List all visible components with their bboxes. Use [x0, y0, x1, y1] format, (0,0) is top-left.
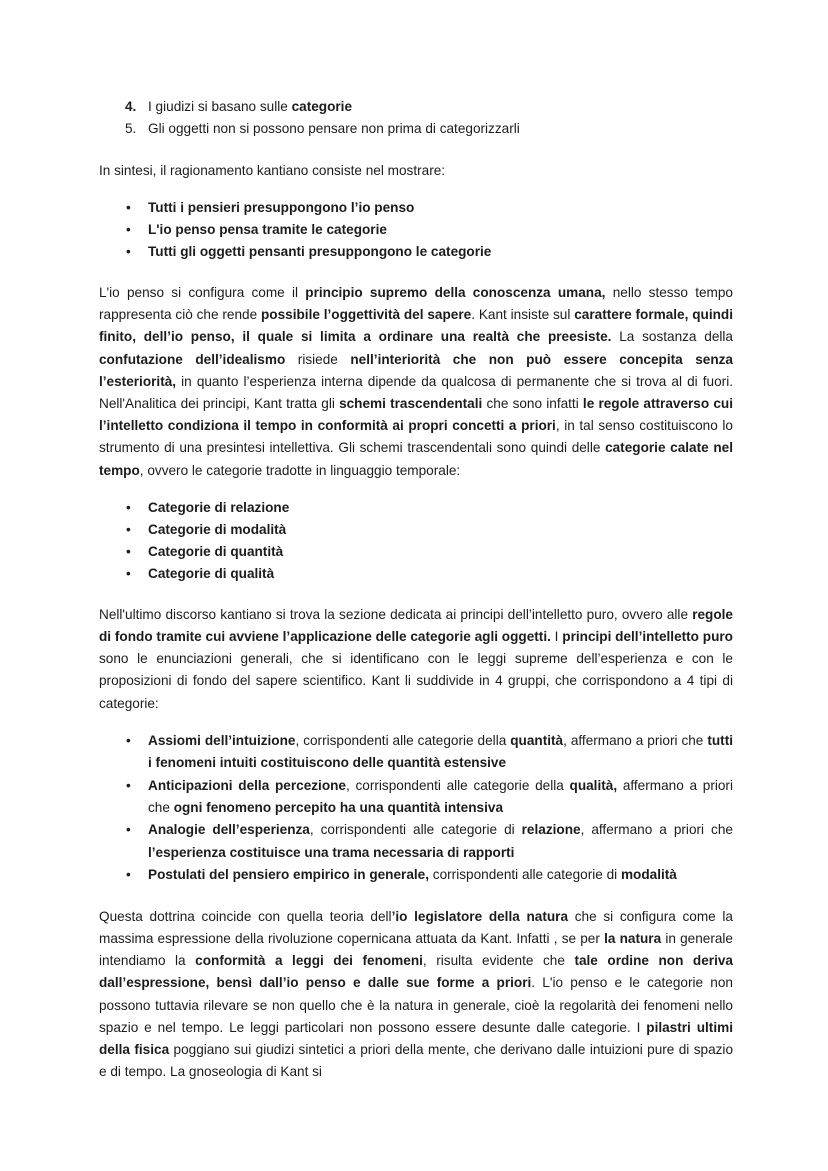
text-run: , risulta evidente che — [422, 953, 575, 969]
bold-run: quantità — [510, 732, 564, 748]
text-run: , corrispondenti alle categorie della — [295, 732, 511, 748]
text-run: . Kant insiste sul — [471, 307, 575, 323]
paragraph-io-penso — [99, 282, 733, 482]
bullet-icon: • — [126, 499, 131, 515]
bold-run: le regole attraverso cui l’intelletto condiziona il tempo in conformità ai propri concetti a priori — [99, 396, 733, 434]
bullet-icon: • — [126, 565, 131, 581]
bold-run: confutazione dell’idealismo — [99, 351, 286, 367]
bold-run: regole di fondo tramite cui avviene l’applicazione delle categorie agli oggetti. — [99, 606, 733, 645]
list-item-text: Tutti i pensieri presuppongono l’io penso — [148, 200, 415, 216]
text-run: che si configura come la massima espressione della rivoluzione copernicana attuata da Kant. Infatti , se per — [99, 908, 733, 946]
bold-run: Assiomi dell’intuizione — [148, 732, 296, 748]
bold-run: relazione — [521, 822, 581, 838]
text-run: che sono infatti — [482, 396, 583, 412]
list-item-text — [148, 864, 733, 886]
bold-run: l’esperienza costituisce una trama necessaria di rapporti — [148, 844, 515, 860]
text-run: , affermano a priori che — [563, 732, 708, 748]
bold-run: la natura — [604, 930, 662, 946]
text-run: , affermano a priori che — [580, 822, 733, 838]
bullet-icon: • — [126, 822, 131, 838]
intro-paragraph: In sintesi, il ragionamento kantiano consiste nel mostrare: — [99, 162, 446, 178]
bullet-icon: • — [126, 521, 131, 537]
bold-run: qualità, — [569, 777, 618, 793]
text-run: Nell'ultimo discorso kantiano si trova la sezione dedicata ai principi dell’intelletto puro, ovvero alle — [99, 606, 693, 622]
bullet-icon: • — [126, 543, 131, 559]
text-run: . L'io penso e le categorie non possono tuttavia rilevare se non quello che è la natura in generale, cioè la regolarità dei fenomeni nello spazio e nel tempo. Le leggi particolari non possono essere desunte dalle categorie. I — [99, 975, 733, 1035]
text-run: , in tal senso costituiscono lo strumento di una presintesi intellettiva. Gli schemi trascendentali sono quindi delle — [99, 418, 733, 456]
bullet-list-sintesi — [99, 197, 733, 263]
numbered-list-giudizi — [99, 96, 733, 141]
bold-run: nell’interiorità che non può essere concepita senza l’esteriorità, — [99, 351, 733, 389]
categorie-bullet-item — [99, 497, 733, 519]
bullet-icon: • — [126, 200, 131, 216]
bullet-icon: • — [126, 222, 131, 238]
bold-run: pilastri ultimi della fisica — [99, 1019, 733, 1057]
text-run: I — [550, 629, 563, 645]
bold-run: categorie calate nel tempo — [99, 440, 733, 478]
paragraph-dottrina — [99, 906, 733, 1084]
list-item-text — [148, 819, 733, 864]
text-run: corrispondenti alle categorie di — [429, 867, 621, 883]
bold-run: categorie — [291, 99, 353, 114]
categorie-bullet-item — [99, 541, 733, 563]
text-run: Gli oggetti non si possono pensare non prima di categorizzarli — [148, 121, 520, 137]
text-run: Questa dottrina coincide con quella teoria dell — [99, 908, 392, 924]
list-item-text — [148, 730, 733, 775]
list-item-text: L'io penso pensa tramite le categorie — [148, 222, 387, 238]
bold-run: tale ordine non deriva dall’espressione, bensì dall’io penso e dalle sue forme a priori — [99, 953, 733, 991]
list-item-text: Categorie di qualità — [148, 565, 275, 581]
bold-run: conformità a leggi dei fenomeni — [195, 953, 423, 969]
principi-bullet-item — [99, 864, 733, 886]
bold-run: Postulati del pensiero empirico in generale, — [148, 867, 430, 883]
list-item-text — [148, 121, 520, 136]
principi-bullet-item — [99, 730, 733, 775]
bullet-icon: • — [126, 732, 131, 748]
text-run: sono le enunciazioni generali, che si identificano con le leggi supreme dell’esperienza e con le proposizioni di fondo del sapere scientifico. Kant li suddivide in 4 gruppi, che corrispondono a 4 tipi di categorie: — [99, 651, 733, 711]
list-marker: 4. — [125, 99, 137, 114]
categorie-bullet-item — [99, 519, 733, 541]
text-run: risiede — [285, 351, 351, 367]
numbered-list-item — [99, 118, 733, 140]
text-run: in generale intendiamo la — [99, 930, 733, 969]
bold-run: possibile l’oggettività del sapere — [260, 307, 472, 323]
text-run: , corrispondenti alle categorie della — [346, 777, 570, 793]
list-item-text: Categorie di quantità — [148, 543, 284, 559]
bold-run: carattere formale, quindi finito, dell’io penso, il quale si limita a ordinare una realtà che preesiste. — [99, 307, 734, 345]
list-item-text: Tutti gli oggetti pensanti presuppongono le categorie — [148, 244, 492, 260]
bold-run: principio supremo della conoscenza umana, — [305, 285, 606, 301]
numbered-list-item — [99, 96, 733, 118]
text-run: , corrispondenti alle categorie di — [309, 822, 522, 838]
text-run: La sostanza della — [611, 329, 733, 345]
principi-bullet-item — [99, 775, 733, 820]
text-run: in quanto l’esperienza interna dipende da qualcosa di permanente che si trova al di fuori. Nell'Analitica dei principi, Kant tratta gli — [99, 373, 733, 412]
document-content — [99, 96, 733, 1083]
bullet-icon: • — [126, 777, 131, 793]
sintesi-bullet-item — [99, 241, 733, 263]
text-run: nello stesso tempo rappresenta ciò che rende — [99, 285, 733, 323]
sintesi-bullet-item — [99, 197, 733, 219]
principi-bullet-item — [99, 819, 733, 864]
text-run: , ovvero le categorie tradotte in linguaggio temporale: — [139, 462, 461, 478]
paragraph-principi — [99, 604, 733, 715]
bold-run: Anticipazioni della percezione — [148, 777, 346, 793]
list-item-text — [148, 99, 352, 114]
bold-run: Analogie dell’esperienza — [148, 822, 310, 838]
sintesi-bullet-item — [99, 219, 733, 241]
bullet-list-categorie — [99, 497, 733, 585]
bold-run: ogni fenomeno percepito ha una quantità intensiva — [173, 800, 504, 816]
text-run: I giudizi si basano sulle — [148, 99, 292, 114]
bullet-icon: • — [126, 244, 131, 260]
bold-run: principi dell’intelletto puro — [562, 629, 733, 645]
bullet-list-principi — [99, 730, 733, 887]
text-run: affermano a priori che — [148, 777, 733, 816]
text-run: L'io penso si configura come il — [99, 285, 306, 301]
list-marker: 5. — [125, 121, 137, 137]
bold-run: schemi trascendentali — [339, 396, 483, 412]
bullet-icon: • — [126, 867, 131, 883]
list-item-text: Categorie di modalità — [148, 521, 287, 537]
categorie-bullet-item — [99, 563, 733, 585]
list-item-text: Categorie di relazione — [148, 499, 290, 515]
bold-run: modalità — [620, 867, 677, 883]
list-item-text — [148, 775, 733, 820]
bold-run: ’io legislatore della natura — [391, 908, 569, 924]
bold-run: tutti i fenomeni intuiti costituiscono delle quantità estensive — [148, 732, 734, 771]
text-run: poggiano sui giudizi sintetici a priori della mente, che derivano dalle intuizioni pure di spazio e di tempo. La gnoseologia di Kant si — [99, 1041, 734, 1080]
